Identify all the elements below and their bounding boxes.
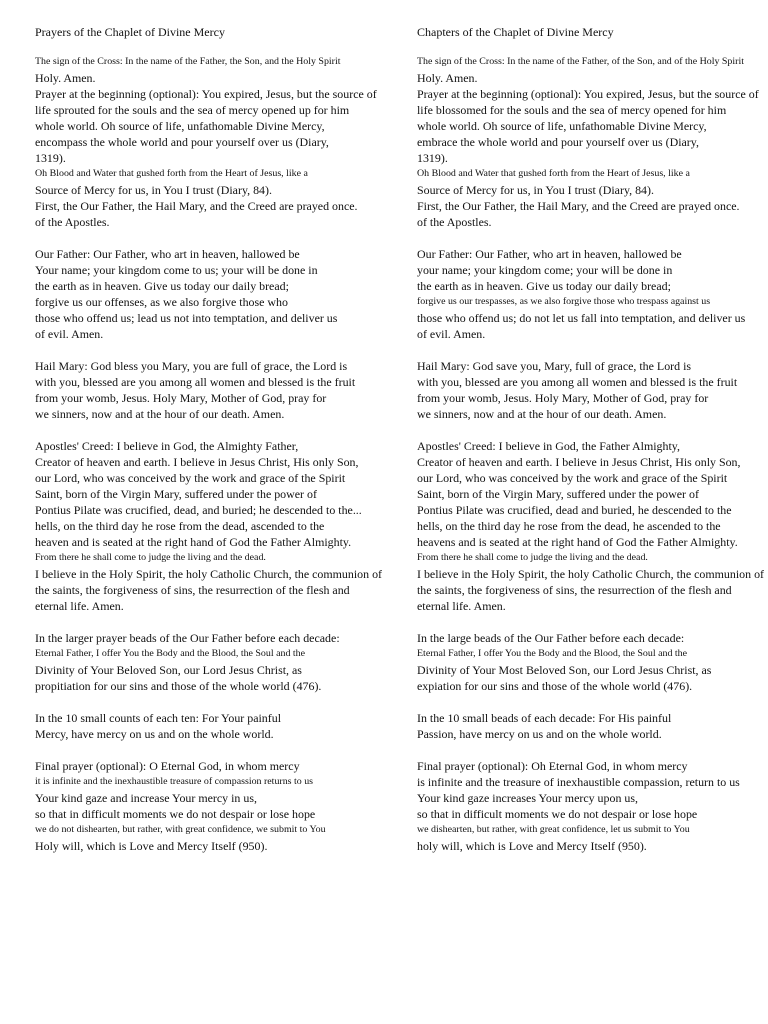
text-line: so that in difficult moments we do not despair or lose hope: [35, 807, 316, 821]
text-line: Eternal Father, I offer You the Body and the Blood, the Soul and the: [417, 648, 688, 659]
text-line: Prayer at the beginning (optional): You expired, Jesus, but the source of: [417, 87, 759, 101]
right-paragraph-large-beads: [417, 630, 768, 694]
right-column-body: [417, 54, 768, 854]
text-line: Saint, born of the Virgin Mary, suffered under the power of: [417, 487, 699, 501]
right-paragraph-final-prayer: [417, 758, 768, 854]
left-paragraph-our-father: [35, 246, 387, 342]
text-line: Apostles' Creed: I believe in God, the Father Almighty,: [417, 439, 680, 453]
text-line: life blossomed for the souls and the sea of mercy opened for him: [417, 103, 727, 117]
text-line: we sinners, now and at the hour of our death. Amen.: [417, 407, 667, 421]
left-paragraph-final-prayer: [35, 758, 387, 854]
text-line: from your womb, Jesus. Holy Mary, Mother of God, pray for: [35, 391, 327, 405]
text-line: heaven and is seated at the right hand of God the Father Almighty.: [35, 535, 352, 549]
right-paragraph-our-father: [417, 246, 768, 342]
text-line: Prayer at the beginning (optional): You expired, Jesus, but the source of: [35, 87, 377, 101]
text-line: from your womb, Jesus. Holy Mary, Mother of God, pray for: [417, 391, 709, 405]
text-line: In the 10 small counts of each ten: For Your painful: [35, 711, 282, 725]
text-line: Eternal Father, I offer You the Body and the Blood, the Soul and the: [35, 648, 306, 659]
text-line: Oh Blood and Water that gushed forth from the Heart of Jesus, like a: [417, 168, 690, 179]
text-line: heavens and is seated at the right hand of God the Father Almighty.: [417, 535, 738, 549]
text-line: Divinity of Your Most Beloved Son, our Lord Jesus Christ, as: [417, 663, 712, 677]
text-line: Saint, born of the Virgin Mary, suffered under the power of: [35, 487, 317, 501]
text-line: our Lord, who was conceived by the work and grace of the Spirit: [35, 471, 346, 485]
text-line: Divinity of Your Beloved Son, our Lord Jesus Christ, as: [35, 663, 302, 677]
right-paragraph-apostles-creed: [417, 438, 768, 614]
text-line: Mercy, have mercy on us and on the whole world.: [35, 727, 274, 741]
left-paragraph-apostles-creed: [35, 438, 387, 614]
text-line: our Lord, who was conceived by the work and grace of the Spirit: [417, 471, 728, 485]
left-paragraph-small-beads: [35, 710, 387, 742]
right-column-title: Chapters of the Chaplet of Divine Mercy: [417, 25, 614, 39]
text-line: Holy will, which is Love and Mercy Itself (950).: [35, 839, 268, 853]
text-line: encompass the whole world and pour yourself over us (Diary,: [35, 135, 329, 149]
left-paragraph-opening: [35, 54, 387, 230]
text-line: expiation for our sins and those of the whole world (476).: [417, 679, 693, 693]
text-line: the earth as in heaven. Give us today our daily bread;: [35, 279, 289, 293]
text-line: forgive us our trespasses, as we also forgive those who trespass against us: [417, 296, 711, 307]
text-line: In the larger prayer beads of the Our Father before each decade:: [35, 631, 340, 645]
text-line: of the Apostles.: [417, 215, 492, 229]
text-line: Our Father: Our Father, who art in heaven, hallowed be: [417, 247, 682, 261]
text-line: we dishearten, but rather, with great confidence, let us submit to You: [417, 824, 690, 835]
text-line: Hail Mary: God bless you Mary, you are full of grace, the Lord is: [35, 359, 348, 373]
text-line: of evil. Amen.: [35, 327, 104, 341]
text-line: propitiation for our sins and those of the whole world (476).: [35, 679, 322, 693]
left-column-title: Prayers of the Chaplet of Divine Mercy: [35, 25, 225, 39]
text-line: In the large beads of the Our Father before each decade:: [417, 631, 685, 645]
right-paragraph-hail-mary: [417, 358, 768, 422]
text-line: the saints, the forgiveness of sins, the resurrection of the flesh and: [417, 583, 732, 597]
left-column-body: [35, 54, 387, 854]
text-line: Pontius Pilate was crucified, dead and buried, he descended to the: [417, 503, 732, 517]
text-line: the saints, the forgiveness of sins, the resurrection of the flesh and: [35, 583, 350, 597]
text-line: Final prayer (optional): Oh Eternal God, in whom mercy: [417, 759, 688, 773]
text-line: whole world. Oh source of life, unfathomable Divine Mercy,: [417, 119, 707, 133]
text-line: Holy. Amen.: [417, 71, 478, 85]
left-paragraph-hail-mary: [35, 358, 387, 422]
text-line: hells, on the third day he rose from the dead, he ascended to the: [417, 519, 721, 533]
text-line: Source of Mercy for us, in You I trust (Diary, 84).: [417, 183, 654, 197]
right-paragraph-small-beads: [417, 710, 768, 742]
text-line: The sign of the Cross: In the name of the Father, of the Son, and of the Holy Spirit: [417, 56, 744, 67]
text-line: Your kind gaze and increase Your mercy in us,: [35, 791, 257, 805]
text-line: I believe in the Holy Spirit, the holy Catholic Church, the communion of: [417, 567, 764, 581]
text-line: Holy. Amen.: [35, 71, 96, 85]
text-line: with you, blessed are you among all women and blessed is the fruit: [417, 375, 738, 389]
text-line: we sinners, now and at the hour of our death. Amen.: [35, 407, 285, 421]
text-line: Oh Blood and Water that gushed forth from the Heart of Jesus, like a: [35, 168, 308, 179]
right-paragraph-opening: [417, 54, 768, 230]
text-line: eternal life. Amen.: [417, 599, 506, 613]
text-line: From there he shall come to judge the living and the dead.: [417, 552, 648, 563]
left-paragraph-large-beads: [35, 630, 387, 694]
text-line: we do not dishearten, but rather, with great confidence, we submit to You: [35, 824, 326, 835]
text-line: Final prayer (optional): O Eternal God, in whom mercy: [35, 759, 300, 773]
text-line: whole world. Oh source of life, unfathomable Divine Mercy,: [35, 119, 325, 133]
text-line: eternal life. Amen.: [35, 599, 124, 613]
text-line: In the 10 small beads of each decade: For His painful: [417, 711, 672, 725]
text-line: forgive us our offenses, as we also forgive those who: [35, 295, 288, 309]
text-line: Pontius Pilate was crucified, dead, and buried; he descended to the...: [35, 503, 362, 517]
text-line: the earth as in heaven. Give us today our daily bread;: [417, 279, 671, 293]
text-line: those who offend us; lead us not into temptation, and deliver us: [35, 311, 338, 325]
text-line: life sprouted for the souls and the sea of mercy opened up for him: [35, 103, 350, 117]
text-line: 1319).: [417, 151, 448, 165]
text-line: those who offend us; do not let us fall into temptation, and deliver us: [417, 311, 746, 325]
text-line: Your name; your kingdom come to us; your will be done in: [35, 263, 318, 277]
text-line: hells, on the third day he rose from the dead, ascended to the: [35, 519, 325, 533]
text-line: with you, blessed are you among all women and blessed is the fruit: [35, 375, 356, 389]
text-line: holy will, which is Love and Mercy Itself (950).: [417, 839, 647, 853]
text-line: of the Apostles.: [35, 215, 110, 229]
text-line: is infinite and the treasure of inexhaustible compassion, return to us: [417, 775, 740, 789]
text-line: First, the Our Father, the Hail Mary, and the Creed are prayed once.: [417, 199, 740, 213]
text-line: The sign of the Cross: In the name of the Father, the Son, and the Holy Spirit: [35, 56, 341, 67]
text-line: From there he shall come to judge the living and the dead.: [35, 552, 266, 563]
text-line: of evil. Amen.: [417, 327, 486, 341]
text-line: so that in difficult moments we do not despair or lose hope: [417, 807, 698, 821]
text-line: Apostles' Creed: I believe in God, the Almighty Father,: [35, 439, 299, 453]
text-line: Your kind gaze increases Your mercy upon us,: [417, 791, 638, 805]
text-line: Hail Mary: God save you, Mary, full of grace, the Lord is: [417, 359, 692, 373]
left-column: [35, 24, 387, 870]
text-line: your name; your kingdom come; your will be done in: [417, 263, 673, 277]
text-line: First, the Our Father, the Hail Mary, and the Creed are prayed once.: [35, 199, 358, 213]
text-line: Creator of heaven and earth. I believe in Jesus Christ, His only Son,: [417, 455, 741, 469]
right-column: [417, 24, 768, 870]
text-line: embrace the whole world and pour yourself over us (Diary,: [417, 135, 699, 149]
text-line: 1319).: [35, 151, 66, 165]
text-line: Our Father: Our Father, who art in heaven, hallowed be: [35, 247, 300, 261]
text-line: Passion, have mercy on us and on the whole world.: [417, 727, 662, 741]
text-line: Source of Mercy for us, in You I trust (Diary, 84).: [35, 183, 272, 197]
text-line: Creator of heaven and earth. I believe in Jesus Christ, His only Son,: [35, 455, 359, 469]
text-line: I believe in the Holy Spirit, the holy Catholic Church, the communion of: [35, 567, 382, 581]
text-line: it is infinite and the inexhaustible treasure of compassion returns to us: [35, 776, 314, 787]
